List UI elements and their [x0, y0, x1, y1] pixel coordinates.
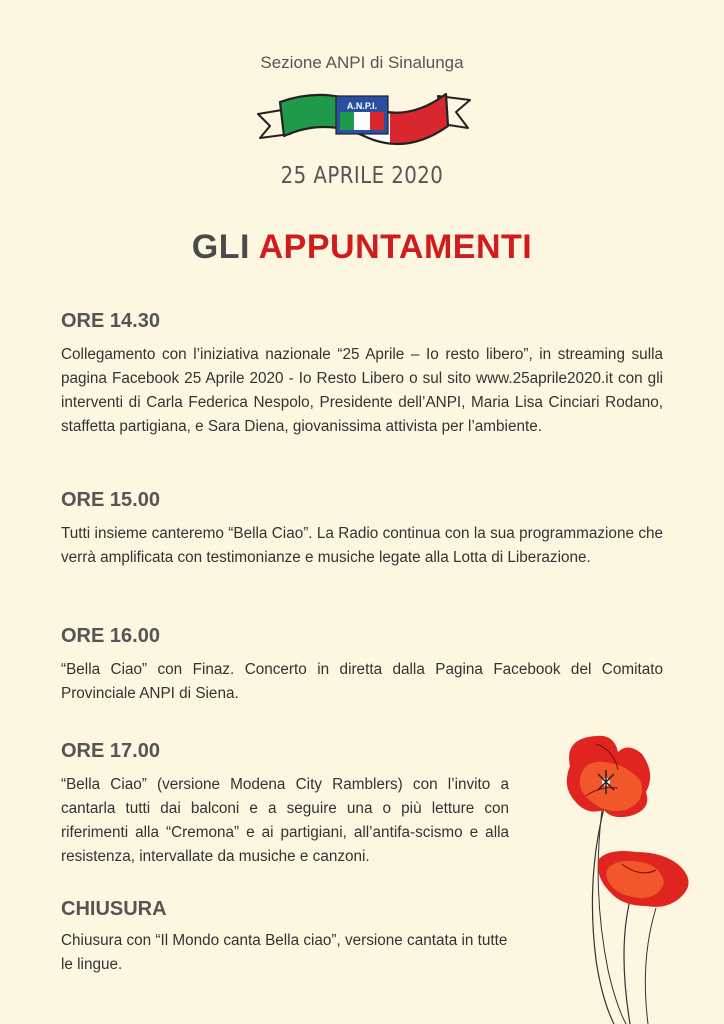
schedule-item-chiusura	[61, 898, 509, 977]
schedule-description: “Bella Ciao” (versione Modena City Ramblers) con l’invito a cantarla tutti dai balconi e a seguire una o più letture con riferimenti alla “Cremona” e ai partigiani, all’antifa-scismo e alla resistenza, intervallate da musiche e canzoni.	[61, 776, 509, 865]
title-part-appuntamenti: APPUNTAMENTI	[258, 228, 533, 266]
schedule-time-heading: CHIUSURA	[61, 898, 167, 920]
schedule-description: Tutti insieme canteremo “Bella Ciao”. La Radio continua con la sua programmazione che verrà amplificata con testimonianze e musiche legate alla Lotta di Liberazione.	[61, 525, 663, 566]
svg-text:A.N.P.I.: A.N.P.I.	[346, 101, 378, 111]
schedule-item-1430	[61, 310, 663, 439]
event-date: 25 APRILE 2020	[280, 163, 444, 189]
poppy-flower-top	[567, 736, 650, 817]
schedule-item-1700	[61, 740, 509, 869]
organization-name: Sezione ANPI di Sinalunga	[260, 53, 464, 72]
poppies-illustration	[556, 730, 706, 1024]
schedule-time-heading: ORE 17.00	[61, 740, 160, 762]
schedule-description: Collegamento con l’iniziativa nazionale “25 Aprile – Io resto libero”, in streaming sulla pagina Facebook 25 Aprile 2020 - Io Resto Libero o sul sito www.25aprile2020.it con gli interventi di Carla Federica Nespolo, Presidente dell’ANPI, Maria Lisa Cinciari Rodano, staffetta partigiana, e Sara Diena, giovanissima attivista per l’ambiente.	[61, 346, 663, 435]
schedule-item-1600	[61, 625, 663, 706]
page-title	[0, 228, 724, 267]
schedule-time-heading: ORE 15.00	[61, 489, 160, 511]
schedule-item-1500	[61, 489, 663, 570]
anpi-emblem	[336, 96, 388, 134]
anpi-flag-ribbon-logo	[256, 84, 472, 150]
title-part-gli: GLI	[191, 228, 250, 266]
schedule-time-heading: ORE 14.30	[61, 310, 160, 332]
schedule-time-heading: ORE 16.00	[61, 625, 160, 647]
schedule-description: “Bella Ciao” con Finaz. Concerto in diretta dalla Pagina Facebook del Comitato Provinciale ANPI di Siena.	[61, 661, 663, 702]
poppy-flower-bottom	[598, 851, 689, 907]
schedule-description: Chiusura con “Il Mondo canta Bella ciao”, versione cantata in tutte le lingue.	[61, 932, 508, 973]
